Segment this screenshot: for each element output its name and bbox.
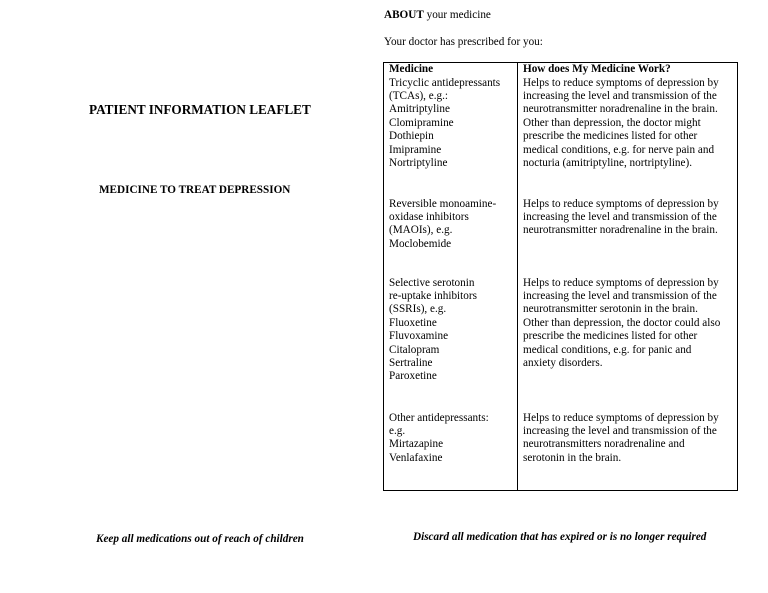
about-rest: your medicine bbox=[423, 9, 491, 21]
footer-children-warning: Keep all medications out of reach of children bbox=[96, 533, 304, 545]
about-heading bbox=[384, 9, 491, 22]
prescribed-line: Your doctor has prescribed for you: bbox=[384, 36, 543, 48]
medicine-cell: Reversible monoamine- oxidase inhibitors (MAOIs), e.g. Moclobemide bbox=[384, 198, 518, 277]
how-cell: Helps to reduce symptoms of depression by increasing the level and transmission of the neurotransmitter noradrenaline in the brain. Other than depression, the doctor might prescribe the medicines listed for other medical conditions, e.g. for nerve pain and nocturia (amitriptyline, nortriptyline). bbox=[518, 77, 738, 198]
about-bold: ABOUT bbox=[384, 9, 424, 21]
leaflet-subtitle: MEDICINE TO TREAT DEPRESSION bbox=[99, 184, 291, 196]
table-row bbox=[384, 412, 738, 491]
leaflet-title: PATIENT INFORMATION LEAFLET bbox=[89, 102, 311, 117]
footer-discard-warning: Discard all medication that has expired or is no longer required bbox=[413, 531, 707, 543]
header-how-it-works: How does My Medicine Work? bbox=[518, 63, 738, 77]
medicine-cell: Selective serotonin re-uptake inhibitors (SSRIs), e.g. Fluoxetine Fluvoxamine Citalopram Sertraline Paroxetine bbox=[384, 277, 518, 412]
how-cell: Helps to reduce symptoms of depression by increasing the level and transmission of the neurotransmitter serotonin in the brain. Other than depression, the doctor could also prescribe the medicines listed for other medical conditions, e.g. for panic and anxiety disorders. bbox=[518, 277, 738, 412]
medicine-cell: Tricyclic antidepressants (TCAs), e.g.: Amitriptyline Clomipramine Dothiepin Imipramine Nortriptyline bbox=[384, 77, 518, 198]
table-row bbox=[384, 277, 738, 412]
table-row bbox=[384, 198, 738, 277]
header-medicine: Medicine bbox=[384, 63, 518, 77]
how-cell: Helps to reduce symptoms of depression by increasing the level and transmission of the neurotransmitters noradrenaline and serotonin in the brain. bbox=[518, 412, 738, 491]
medicine-table bbox=[383, 62, 738, 491]
table-header-row bbox=[384, 63, 738, 77]
how-cell: Helps to reduce symptoms of depression by increasing the level and transmission of the neurotransmitter noradrenaline in the brain. bbox=[518, 198, 738, 277]
medicine-cell: Other antidepressants: e.g. Mirtazapine Venlafaxine bbox=[384, 412, 518, 491]
table-row bbox=[384, 77, 738, 198]
